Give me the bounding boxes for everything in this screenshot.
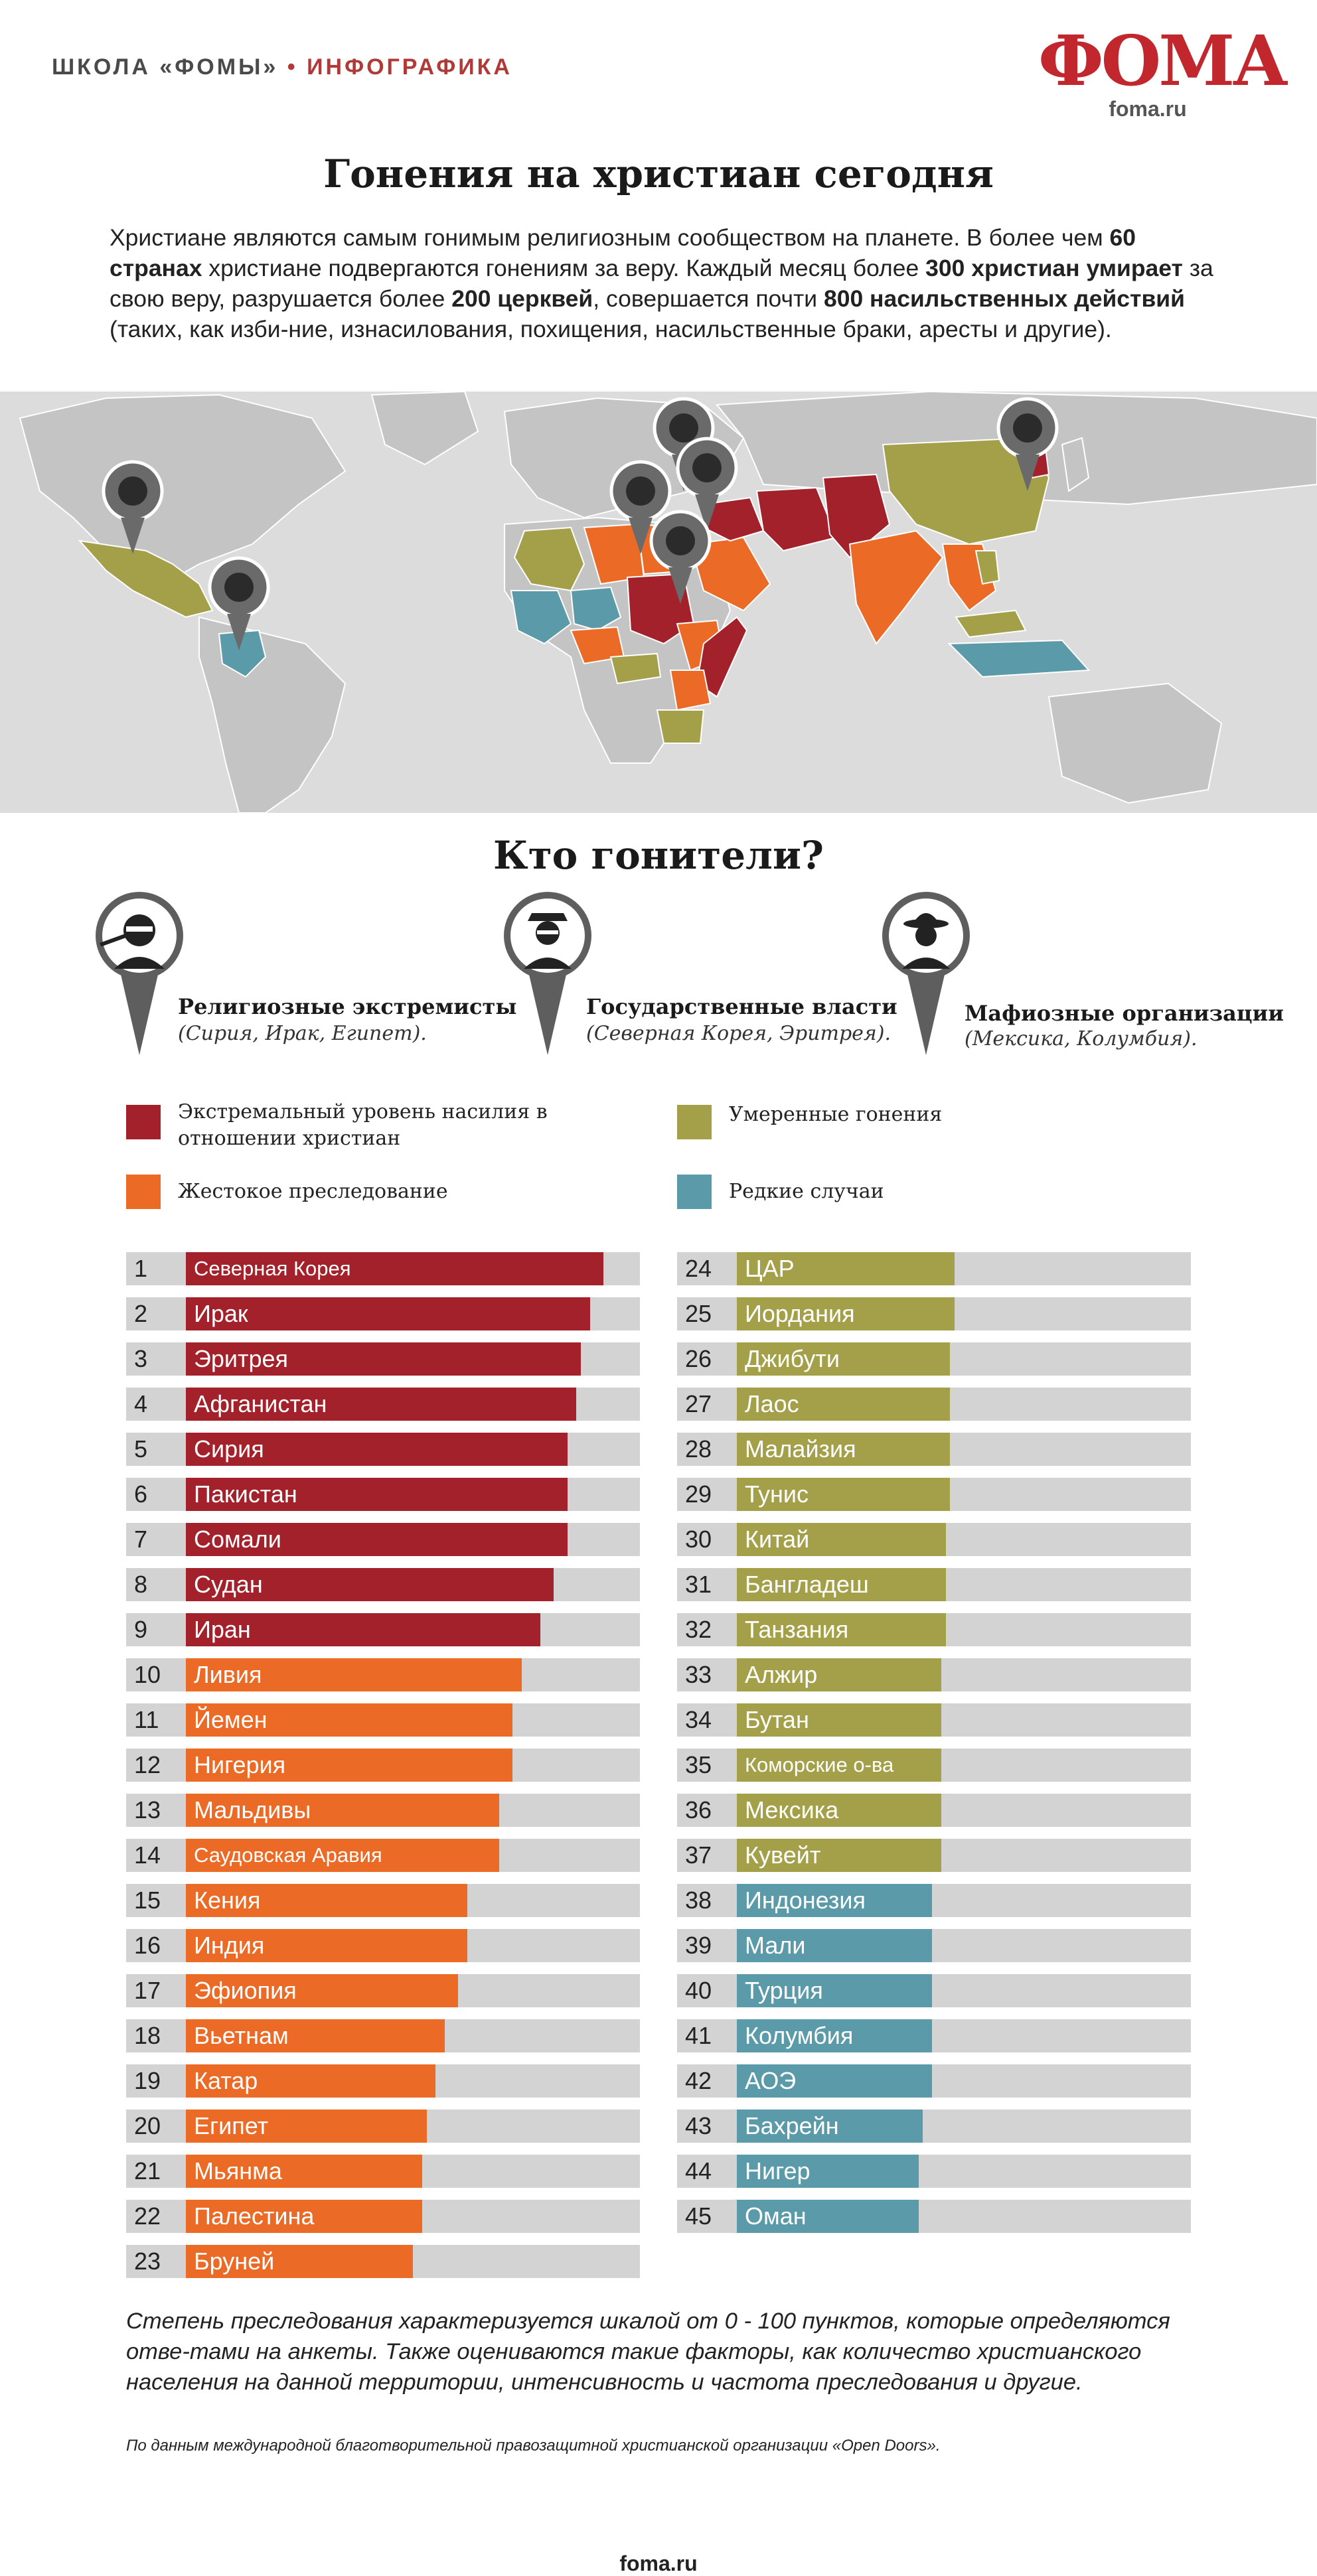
bar-label: Танзания	[745, 1616, 849, 1643]
bar-row	[126, 2245, 640, 2278]
bar-label: Бутан	[745, 1706, 809, 1733]
bar-label: Коморские о-ва	[745, 1753, 894, 1776]
bar-label: Джибути	[745, 1345, 840, 1372]
bar-rank: 26	[685, 1345, 712, 1372]
bar-label: Турция	[745, 1977, 823, 2004]
bar-rank: 32	[685, 1616, 712, 1643]
map-kenya	[670, 670, 710, 710]
bar-row	[126, 2019, 640, 2052]
persecutor-sub: (Мексика, Колумбия).	[965, 1027, 1198, 1050]
legend-rare: Редкие случаи	[729, 1180, 884, 1203]
bar-label: Бангладеш	[745, 1571, 869, 1598]
bar-row	[126, 1884, 640, 1917]
bar-row	[677, 1794, 1191, 1827]
bar-label: Сомали	[194, 1526, 281, 1553]
bar-rank: 4	[134, 1390, 148, 1417]
persecutor-title: Религиозные экстремисты	[178, 994, 517, 1019]
persecutor-title: Мафиозные организации	[965, 1001, 1284, 1026]
bar-label: Палестина	[194, 2202, 315, 2230]
bar-row	[126, 1703, 640, 1737]
bar-row	[677, 1342, 1191, 1376]
bar-rank: 27	[685, 1390, 712, 1417]
bar-row	[677, 1568, 1191, 1601]
bar-row	[677, 1884, 1191, 1917]
bar-row	[126, 1252, 640, 1285]
bar-rank: 37	[685, 1841, 712, 1869]
bar-rank: 2	[134, 1300, 148, 1327]
brand-separator: •	[278, 54, 307, 80]
bar-label: Колумбия	[745, 2022, 854, 2049]
persecutor-title: Государственные власти	[586, 994, 897, 1019]
bar-rank: 29	[685, 1480, 712, 1508]
bar-rank: 41	[685, 2022, 712, 2049]
bar-row	[126, 2155, 640, 2188]
bar-label: Судан	[194, 1571, 263, 1598]
officer-icon	[501, 889, 594, 1062]
bar-rank: 18	[134, 2022, 161, 2049]
bar-label: Тунис	[745, 1480, 809, 1508]
bar-rank: 20	[134, 2112, 161, 2139]
bar-row	[677, 1613, 1191, 1646]
mafia-icon	[880, 889, 972, 1062]
bar-rank: 17	[134, 1977, 161, 2004]
bar-rank: 45	[685, 2202, 712, 2230]
bar-rank: 16	[134, 1932, 161, 1959]
bar-row	[126, 1388, 640, 1421]
bar-row	[677, 2110, 1191, 2143]
bar-row	[126, 2200, 640, 2233]
legend-swatch-moderate	[677, 1105, 712, 1139]
brand-infographics: ИНФОГРАФИКА	[307, 54, 512, 80]
bar-rank: 8	[134, 1571, 148, 1598]
bar-row	[677, 1703, 1191, 1737]
bar-label: Эфиопия	[194, 1977, 297, 2004]
extremist-icon	[93, 889, 186, 1062]
bar-label: Нигер	[745, 2157, 811, 2184]
bar-row	[126, 1974, 640, 2007]
data-source: По данным международной благотворительной правозащитной христианской организации «Open Doors».	[126, 2437, 941, 2455]
bar-rank: 19	[134, 2067, 161, 2094]
persecutor-sub: (Сирия, Ирак, Египет).	[178, 1022, 427, 1045]
bar-label: Эритрея	[194, 1345, 289, 1372]
bar-label: Кувейт	[745, 1841, 821, 1869]
bar-label: Мьянма	[194, 2157, 282, 2184]
bar-label: Индонезия	[745, 1887, 866, 1914]
bar-rank: 30	[685, 1526, 712, 1553]
legend-swatch-extreme	[126, 1105, 161, 1139]
intro-text: Христиане являются самым гонимым религиозным сообществом на планете. В более чем 60 странах христиане подвергаются гонениям за веру. Каждый месяц более 300 христиан умирает за свою веру, разрушается более 200 церквей, совершается почти 800 насильственных действий (таких, как изби-ние, изнасилования, похищения, насильственные браки, аресты и другие).	[110, 224, 1213, 342]
bar-label: Вьетнам	[194, 2022, 289, 2049]
bar-row	[126, 1342, 640, 1376]
legend-swatch-severe	[126, 1175, 161, 1209]
bar-row	[677, 1478, 1191, 1511]
bar-row	[677, 1929, 1191, 1962]
bar-row	[677, 1523, 1191, 1556]
foma-logo	[1038, 20, 1286, 121]
bar-rank: 9	[134, 1616, 148, 1643]
bar-row	[126, 1839, 640, 1872]
bar-label: Саудовская Аравия	[194, 1843, 382, 1867]
bar-label: Ливия	[194, 1661, 262, 1688]
bar-rank: 5	[134, 1435, 148, 1463]
bar-rank: 39	[685, 1932, 712, 1959]
bar-rank: 31	[685, 1571, 712, 1598]
world-map-svg	[0, 392, 1317, 813]
bar-label: Мальдивы	[194, 1796, 311, 1824]
brand-school: ШКОЛА «ФОМЫ»	[52, 54, 279, 80]
bar-label: Иордания	[745, 1300, 855, 1327]
bar-label: Сирия	[194, 1435, 264, 1463]
bar-label: Мексика	[745, 1796, 839, 1824]
bar-row	[677, 2155, 1191, 2188]
legend-swatch-rare	[677, 1175, 712, 1209]
bar-label: ЦАР	[745, 1255, 795, 1282]
bar-label: Китай	[745, 1526, 810, 1553]
bar-rank: 35	[685, 1751, 712, 1778]
bar-label: Йемен	[194, 1706, 268, 1733]
bar-rank: 38	[685, 1887, 712, 1914]
bar-row	[126, 1478, 640, 1511]
bar-rank: 24	[685, 1255, 712, 1282]
bar-rank: 34	[685, 1706, 712, 1733]
bar-label: Оман	[745, 2202, 807, 2230]
bar-row	[677, 2064, 1191, 2098]
bar-rank: 33	[685, 1661, 712, 1688]
bar-label: Иран	[194, 1616, 251, 1643]
logo-url: foma.ru	[1109, 97, 1187, 121]
bar-rank: 14	[134, 1841, 161, 1869]
bar-rank: 36	[685, 1796, 712, 1824]
bar-rank: 28	[685, 1435, 712, 1463]
bar-row	[677, 1839, 1191, 1872]
bar-label: Лаос	[745, 1390, 799, 1417]
bar-row	[677, 1433, 1191, 1466]
bar-row	[126, 2064, 640, 2098]
bar-rank: 25	[685, 1300, 712, 1327]
logo-word: ФОМА	[1038, 20, 1286, 102]
bar-rank: 21	[134, 2157, 161, 2184]
bar-label: Ирак	[194, 1300, 248, 1327]
bar-label: АОЭ	[745, 2067, 797, 2094]
bar-label: Алжир	[745, 1661, 818, 1688]
bar-label: Египет	[194, 2112, 269, 2139]
persecutors-title: Кто гонители?	[493, 833, 824, 878]
legend-severe: Жестокое преследование	[178, 1180, 448, 1203]
bar-row	[126, 1433, 640, 1466]
bar-row	[126, 1929, 640, 1962]
bar-rank: 43	[685, 2112, 712, 2139]
bar-rank: 40	[685, 1977, 712, 2004]
bar-rank: 42	[685, 2067, 712, 2094]
bar-label: Кения	[194, 1887, 261, 1914]
bar-rank: 15	[134, 1887, 161, 1914]
bar-rank: 22	[134, 2202, 161, 2230]
bar-rank: 13	[134, 1796, 161, 1824]
bar-row	[677, 1297, 1191, 1330]
bar-label: Катар	[194, 2067, 258, 2094]
bar-label: Афганистан	[194, 1390, 327, 1417]
bar-rank: 11	[134, 1706, 159, 1733]
bar-row	[677, 2019, 1191, 2052]
bar-label: Бруней	[194, 2248, 275, 2275]
bar-label: Мали	[745, 1932, 806, 1959]
bar-rank: 44	[685, 2157, 712, 2184]
bar-rank: 7	[134, 1526, 148, 1553]
page-title: Гонения на христиан сегодня	[323, 151, 994, 196]
bar-row	[126, 2110, 640, 2143]
legend-moderate: Умеренные гонения	[729, 1103, 943, 1126]
bar-rank: 1	[134, 1255, 148, 1282]
bar-row	[677, 1974, 1191, 2007]
legend-extreme: Экстремальный уровень насилия в отношении христиан	[178, 1100, 548, 1150]
bar-row	[677, 1388, 1191, 1421]
bar-row	[677, 2200, 1191, 2233]
world-map	[0, 392, 1317, 813]
bar-row	[677, 1658, 1191, 1691]
bar-row	[677, 1252, 1191, 1285]
bar-row	[126, 1613, 640, 1646]
bar-label: Малайзия	[745, 1435, 856, 1463]
bar-row	[126, 1523, 640, 1556]
bar-label: Бахрейн	[745, 2112, 839, 2139]
bar-rank: 3	[134, 1345, 148, 1372]
bar-label: Индия	[194, 1932, 265, 1959]
scale-note: Степень преследования характеризуется шкалой от 0 - 100 пунктов, которые определяются отве-тами на анкеты. Также оцениваются такие факторы, как количество христианского населения на данной территории, интенсивность и частота преследования и другие.	[126, 2309, 1170, 2395]
map-tanzania	[657, 710, 704, 743]
bar-row	[126, 1658, 640, 1691]
bar-label: Нигерия	[194, 1751, 286, 1778]
bar-rank: 6	[134, 1480, 148, 1508]
persecutor-sub: (Северная Корея, Эритрея).	[586, 1022, 891, 1045]
bar-row	[126, 1749, 640, 1782]
bar-rank: 10	[134, 1661, 161, 1688]
header-brand	[52, 54, 512, 80]
bar-rank: 23	[134, 2248, 161, 2275]
bar-row	[126, 1297, 640, 1330]
bar-label: Пакистан	[194, 1480, 297, 1508]
bar-row	[126, 1794, 640, 1827]
footer-url: foma.ru	[619, 2551, 698, 2575]
bar-rank: 12	[134, 1751, 161, 1778]
bar-label: Северная Корея	[194, 1257, 351, 1280]
bar-row	[126, 1568, 640, 1601]
bar-row	[677, 1749, 1191, 1782]
